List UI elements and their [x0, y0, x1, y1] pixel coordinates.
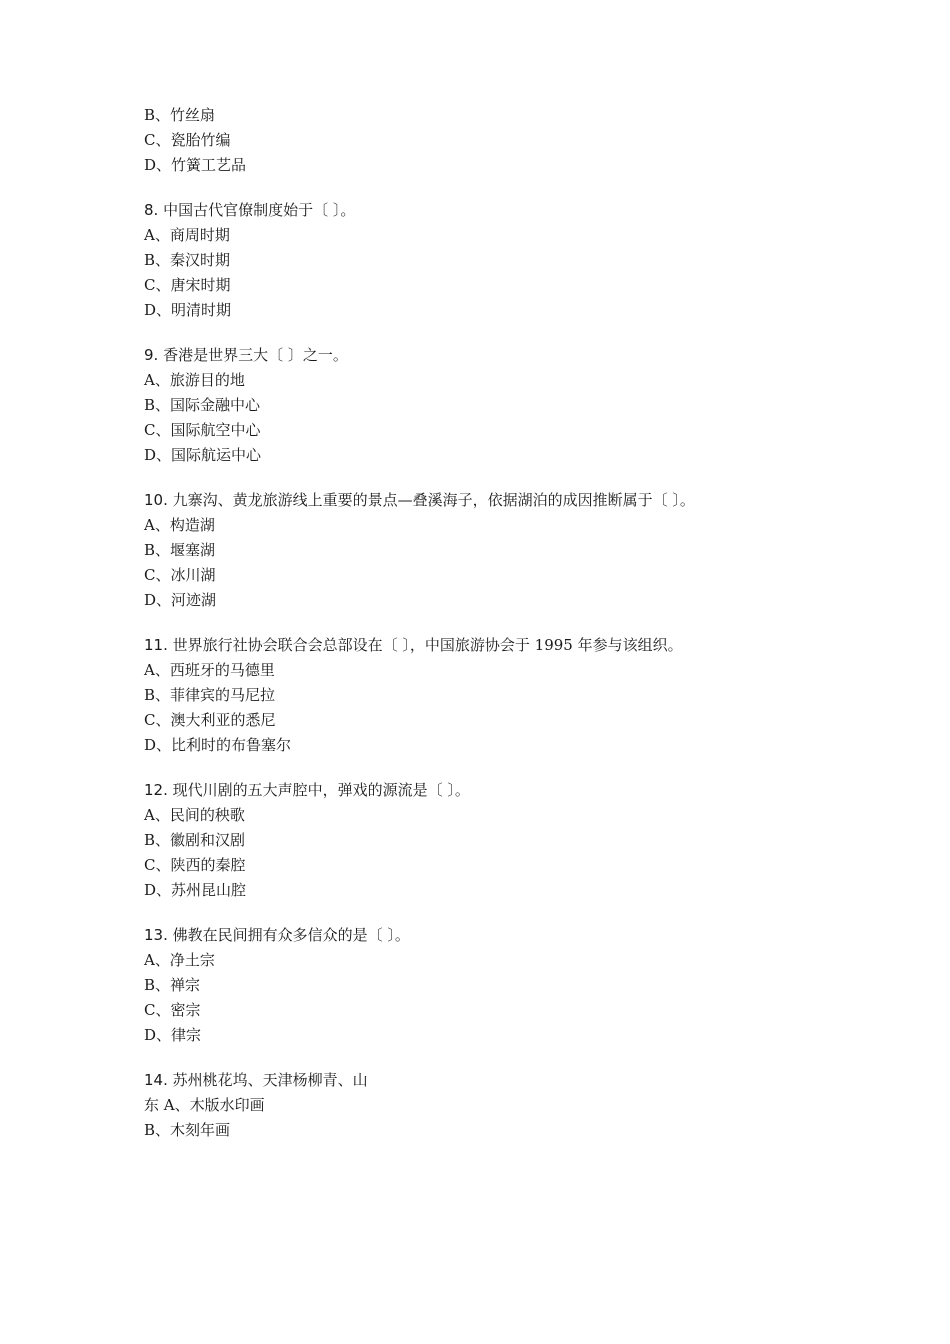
question-10 [144, 488, 844, 613]
question-number: 13. [144, 926, 168, 944]
question-stem [144, 198, 844, 223]
question-stem [144, 923, 844, 948]
option-line: B、禅宗 [144, 976, 201, 994]
option-line: D、明清时期 [144, 301, 232, 319]
question-stem [144, 343, 844, 368]
option-line: A、西班牙的马德里 [144, 661, 275, 679]
question-number: 9. [144, 346, 159, 364]
option-line: A、净土宗 [144, 951, 215, 969]
question-text: 苏州桃花坞、天津杨柳青、山 [167, 1071, 368, 1089]
option-line: D、比利时的布鲁塞尔 [144, 736, 292, 754]
option-line: D、苏州昆山腔 [144, 881, 247, 899]
question-text: 佛教在民间拥有众多信众的是〔 〕。 [167, 926, 410, 944]
question-9 [144, 343, 844, 468]
question-text: 中国古代官僚制度始于〔 〕。 [158, 201, 356, 219]
spacer [144, 903, 844, 923]
option-line: D、河迹湖 [144, 591, 217, 609]
question-number: 11. [144, 636, 168, 654]
question-stem [144, 488, 844, 513]
question-stem [144, 633, 844, 658]
option-line: B、徽剧和汉剧 [144, 831, 246, 849]
option-line: D、律宗 [144, 1026, 202, 1044]
option-line: C、陕西的秦腔 [144, 856, 246, 874]
option-line: B、木刻年画 [144, 1121, 231, 1139]
option-line: C、密宗 [144, 1001, 201, 1019]
question-list [144, 103, 844, 1143]
option-line: 东 A、木版水印画 [144, 1096, 265, 1114]
option-line: B、菲律宾的马尼拉 [144, 686, 276, 704]
option-line: C、瓷胎竹编 [144, 131, 231, 149]
spacer [144, 178, 844, 198]
option-line: B、竹丝扇 [144, 106, 216, 124]
lead-options [144, 103, 844, 178]
question-11 [144, 633, 844, 758]
question-14 [144, 1068, 844, 1143]
question-stem [144, 778, 844, 803]
question-text: 世界旅行社协会联合会总部设在〔 〕，中国旅游协会于 1995 年参与该组织。 [167, 636, 683, 654]
question-text: 九寨沟、黄龙旅游线上重要的景点—叠溪海子，依据湖泊的成因推断属于〔 〕。 [167, 491, 695, 509]
option-line: D、国际航运中心 [144, 446, 262, 464]
question-13 [144, 923, 844, 1048]
option-line: D、竹簧工艺品 [144, 156, 247, 174]
question-stem [144, 1068, 844, 1093]
option-line: A、商周时期 [144, 226, 230, 244]
option-line: C、澳大利亚的悉尼 [144, 711, 276, 729]
option-line: A、构造湖 [144, 516, 215, 534]
spacer [144, 468, 844, 488]
spacer [144, 323, 844, 343]
option-line: C、国际航空中心 [144, 421, 261, 439]
spacer [144, 758, 844, 778]
spacer [144, 613, 844, 633]
question-12 [144, 778, 844, 903]
question-text: 现代川剧的五大声腔中，弹戏的源流是〔 〕。 [167, 781, 470, 799]
option-line: A、民间的秧歌 [144, 806, 245, 824]
question-number: 10. [144, 491, 168, 509]
option-line: B、秦汉时期 [144, 251, 231, 269]
question-8 [144, 198, 844, 323]
option-line: C、冰川湖 [144, 566, 216, 584]
option-line: C、唐宋时期 [144, 276, 231, 294]
option-line: A、旅游目的地 [144, 371, 245, 389]
spacer [144, 1048, 844, 1068]
option-line: B、堰塞湖 [144, 541, 216, 559]
question-text: 香港是世界三大〔 〕之一。 [158, 346, 348, 364]
question-number: 12. [144, 781, 168, 799]
question-number: 8. [144, 201, 159, 219]
option-line: B、国际金融中心 [144, 396, 261, 414]
question-number: 14. [144, 1071, 168, 1089]
